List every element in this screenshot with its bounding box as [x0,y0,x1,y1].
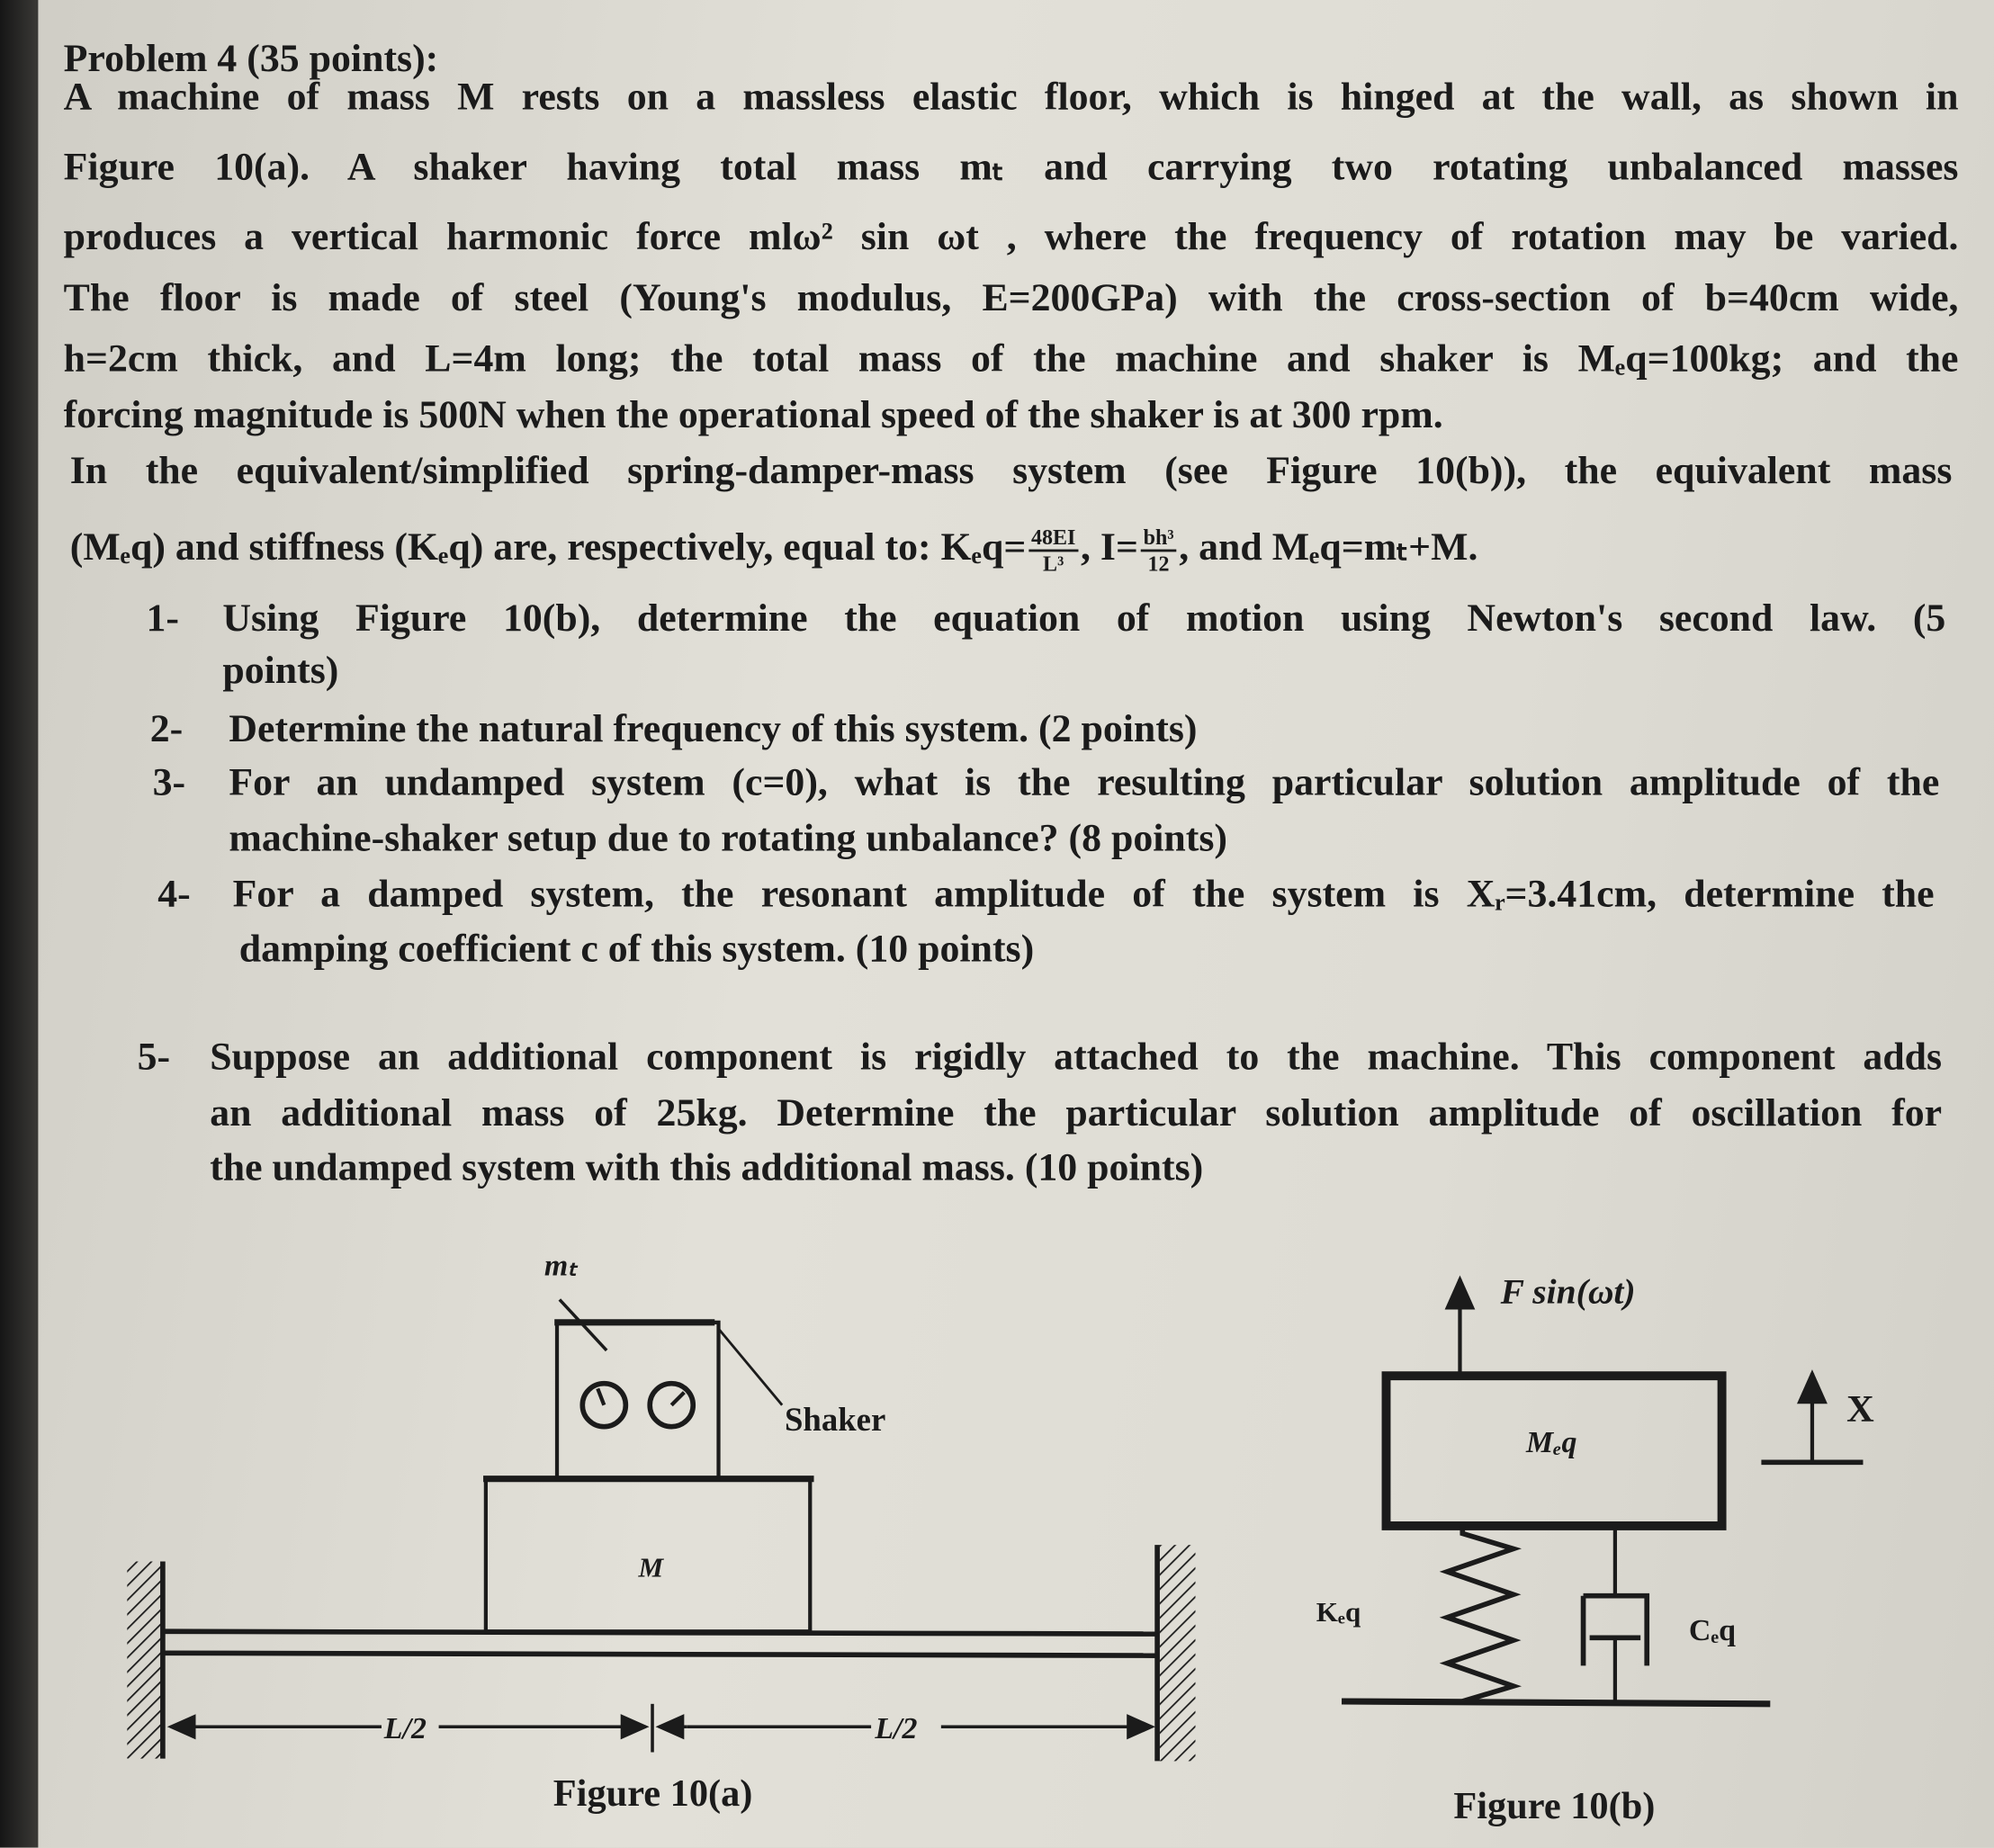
figure-10b-caption: Figure 10(b) [1453,1785,1656,1828]
spring-icon [1447,1526,1513,1701]
half-length-left: L/2 [383,1711,427,1745]
paragraph-line: h=2cm thick, and L=4m long; the total mass of the machine and shaker is Mₑq=100kg; and the [63,336,1959,381]
paragraph-line: forcing magnitude is 500N when the operational speed of the shaker is at 300 rpm. [63,391,1443,436]
machine-label: M [638,1551,664,1583]
paragraph-line: Figure 10(a). A shaker having total mass mₜ and carrying two rotating unbalanced masses [63,143,1959,189]
shaker-leader [719,1329,783,1405]
right-wall-hatch [1160,1545,1196,1761]
formula-lead: (Mₑq) and stiffness (Kₑq) are, respectively, equal to: Kₑq= [69,524,1027,569]
question-line: an additional mass of 25kg. Determine the particular solution amplitude of oscillation for [210,1090,1943,1135]
displacement-label: X [1846,1388,1874,1431]
floor-beam-bottom [163,1653,1157,1655]
force-label: F sin(ωt) [1500,1271,1636,1312]
problem-title: Problem 4 (35 points): [63,35,439,81]
question-number: 2- [149,705,184,750]
paragraph-line: produces a vertical harmonic force mlω² sin ωt , where the frequency of rotation may be varied. [63,213,1959,258]
shaker-label: Shaker [785,1400,886,1438]
formula-tail: , and Mₑq=mₜ+M. [1179,524,1478,569]
left-wall-hatch [127,1562,163,1759]
question-line: For a damped system, the resonant amplitude of the system is Xᵣ=3.41cm, determine the [232,871,1935,916]
question-line: Using Figure 10(b), determine the equation of motion using Newton's second law. (5 [222,595,1946,640]
question-line: the undamped system with this additional mass. (10 points) [210,1144,1204,1189]
formula-mid: , I= [1081,524,1138,569]
mt-label: mₜ [543,1249,578,1283]
spring-label: Kₑq [1316,1595,1361,1628]
question-number: 4- [157,871,191,916]
figure-10b [1342,1279,1863,1704]
ground-line [1342,1701,1770,1704]
question-number: 1- [146,595,180,640]
question-number: 5- [137,1034,171,1079]
stiffness-denominator: L³ [1043,552,1064,577]
inertia-numerator: bh³ [1141,525,1177,552]
question-line: Suppose an additional component is rigidly attached to the machine. This component adds [210,1034,1943,1079]
question-line: damping coefficient c of this system. (10 points) [238,925,1035,971]
question-line: Determine the natural frequency of this system. (2 points) [229,705,1198,750]
question-line: points) [222,647,339,692]
paragraph-line: In the equivalent/simplified spring-damper-mass system (see Figure 10(b)), the equivalent mass [69,447,1953,492]
question-line: machine-shaker setup due to rotating unbalance? (8 points) [229,814,1228,860]
equivalent-mass-label: Mₑq [1525,1425,1577,1459]
question-number: 3- [152,758,186,804]
stiffness-numerator: 48EI [1028,525,1078,552]
inertia-denominator: 12 [1147,552,1170,577]
paragraph-line: The floor is made of steel (Young's modulus, E=200GPa) with the cross-section of b=40cm wide, [63,274,1959,319]
figure-10a [127,1299,1195,1761]
half-length-right: L/2 [875,1711,918,1745]
figure-10a-caption: Figure 10(a) [552,1772,753,1815]
paragraph-line: A machine of mass M rests on a massless elastic floor, which is hinged at the wall, as shown in [63,73,1959,119]
damper-label: Cₑq [1688,1614,1736,1648]
question-line: For an undamped system (c=0), what is the resulting particular solution amplitude of the [229,758,1940,804]
